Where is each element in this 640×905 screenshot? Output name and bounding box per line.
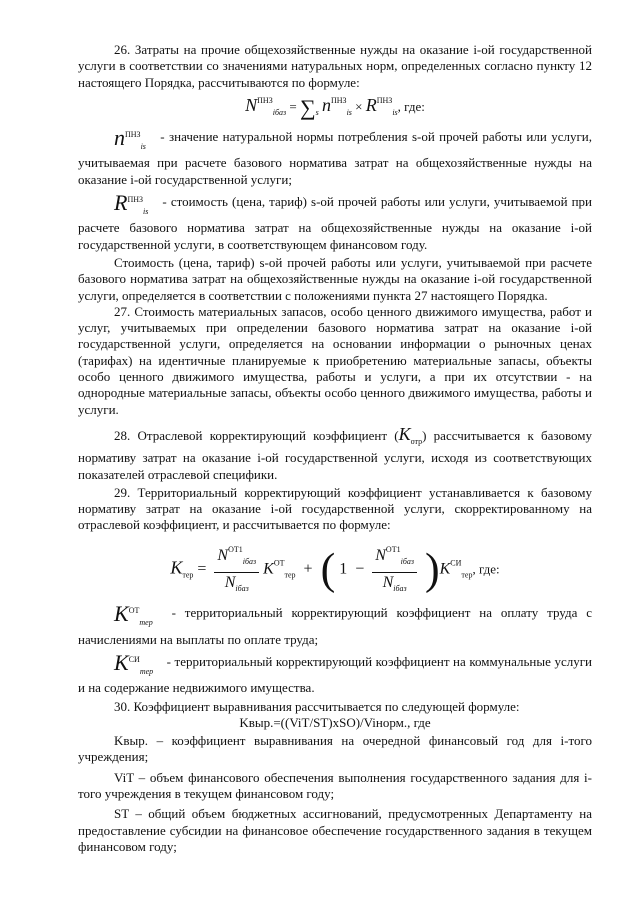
- definition-r-is: $R^{ПНЗ}_{is}$ - стоимость (цена, тариф) s-ой прочей работы или услуги, учитываемой при расчете базового норматива затрат на общехозяйственные нужды на оказание i-ой государственной услуги, в соответствующем финансовом году.: [78, 190, 592, 252]
- definition-kvyr: Kвыр. – коэффициент выравнивания на очередной финансовый год для i-того учреждения;: [78, 733, 592, 765]
- formula-29: $K_{тер}$ = $\frac{N^{ОТ1}_{iбаз}}{N_{iбаз}}$ $K^{ОТ}_{тер}$ + ( 1 − $\frac{N^{ОТ1}_{iбаз}}{N_{iбаз}}$ )$K^{СИ}_{тер}$, где:: [78, 542, 592, 598]
- definition-st: ST – общий объем бюджетных ассигнований, предусмотренных Департаменту на предоставление субсидии на финансовое обеспечение государственного задания в текущем финансовом году;: [78, 806, 592, 854]
- paragraph-29: 29. Территориальный корректирующий коэффициент устанавливается к базовому нормативу затрат на оказание i-ой государственной услуги, скорректированному на отраслевой коэффициент, и рассчитывается по формуле:: [78, 484, 592, 533]
- definition-k-si: $K^{СИ}_{тер}$ - территориальный корректирующий коэффициент на коммунальные услуги и на содержание недвижимого имущества.: [78, 649, 592, 696]
- definition-k-ot: $K^{ОТ}_{тер}$ - территориальный корректирующий коэффициент на оплату труда с начислениями на выплаты по оплате труда;: [78, 601, 592, 647]
- paragraph-28: 28. Отраслевой корректирующий коэффициент $(K_{отр})$ рассчитывается к базовому нормативу затрат на оказание i-ой государственной услуги, исходя из соответствующих показателей отраслевой специфики.: [78, 423, 592, 482]
- definition-n-is: $n^{ПНЗ}_{is}$ - значение натуральной нормы потребления s-ой прочей работы или услуги, учитываемая при расчете базового норматива затрат на общехозяйственные нужды на оказание i-ой государственной услуги;: [78, 125, 592, 187]
- paragraph-30: 30. Коэффициент выравнивания рассчитывается по следующей формуле:: [114, 698, 520, 714]
- definition-vit: ViT – объем финансового обеспечения выполнения государственного задания для i-того учреждения в текущем финансовом году;: [78, 769, 592, 801]
- formula-26: $N^{ПНЗ}_{iбаз} = \sum_s$ $n^{ПНЗ}_{is} \times R^{ПНЗ}_{is}$, где:: [245, 94, 425, 120]
- document-body: [78, 42, 592, 855]
- formula-30: Kвыр.=((ViT/ST)xSO)/Viнорм., где: [239, 714, 431, 730]
- paragraph-26: 26. Затраты на прочие общехозяйственные нужды на оказание i-ой государственной услуги в соответствии со значениями натуральных норм, определенных согласно пункту 12 настоящего Порядка, рассчитываются по формуле:: [78, 42, 592, 90]
- paragraph-27: 27. Стоимость материальных запасов, особо ценного движимого имущества, работ и услуг, учитываемых при определении базового норматива затрат на оказание i-ой государственной услуги, определяется на основании информации о рыночных ценах (тарифах) на идентичные планируемые к приобретению материальные запасы, объекты особо ценного движимого имущества, работы и услуги, а при их отсутствии - на однородные материальные запасы, объекты особо ценного движимого имущества, работы и услуги.: [78, 303, 592, 417]
- cost-paragraph: Стоимость (цена, тариф) s-ой прочей работы или услуги, учитываемой при расчете базового норматива затрат на общехозяйственные нужды на оказание i-ой государственной услуги, определяется в соответствии с положениями пункта 27 настоящего Порядка.: [78, 254, 592, 303]
